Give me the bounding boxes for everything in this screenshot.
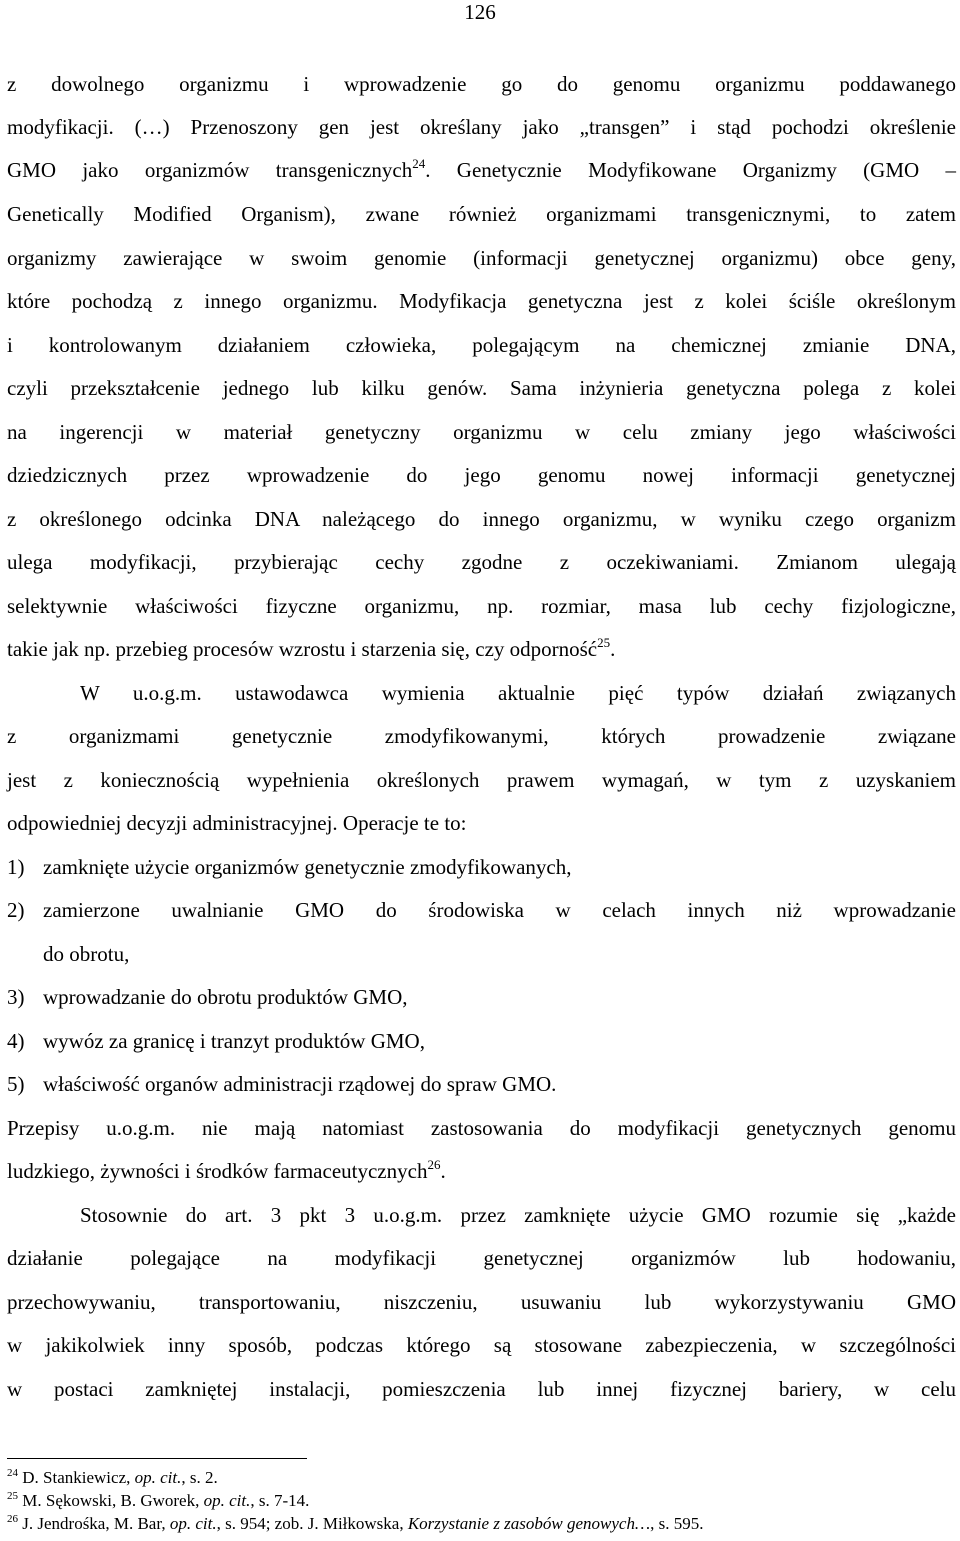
body-text-line: które pochodzą z innego organizmu. Modyfikacja genetyczna jest z kolei ściśle określonym bbox=[7, 289, 956, 313]
list-number: 5) bbox=[7, 1072, 25, 1096]
footnote-number: 25 bbox=[7, 1490, 18, 1502]
footnote-italic: op. cit. bbox=[134, 1468, 182, 1487]
footnote-number: 24 bbox=[7, 1467, 18, 1479]
page-number: 126 bbox=[464, 0, 496, 24]
list-text: właściwość organów administracji rządowej do spraw GMO. bbox=[43, 1072, 557, 1096]
list-item bbox=[7, 982, 956, 1012]
footnote-italic: op. cit. bbox=[203, 1491, 251, 1510]
list-item bbox=[7, 1026, 956, 1056]
list-text: zamknięte użycie organizmów genetycznie zmodyfikowanych, bbox=[43, 855, 572, 879]
body-text-line: dziedzicznych przez wprowadzenie do jego genomu nowej informacji genetycznej bbox=[7, 463, 956, 487]
body-text-line: Stosownie do art. 3 pkt 3 u.o.g.m. przez zamknięte użycie GMO rozumie się „każde bbox=[80, 1203, 956, 1227]
body-text-line: jest z koniecznością wypełnienia określonych prawem wymagań, w tym z uzyskaniem bbox=[7, 768, 956, 792]
body-text-line: organizmy zawierające w swoim genomie (informacji genetycznej organizmu) obce geny, bbox=[7, 246, 956, 270]
body-text-line: Przepisy u.o.g.m. nie mają natomiast zastosowania do modyfikacji genetycznych genomu bbox=[7, 1116, 956, 1140]
footnote-ref[interactable]: 24 bbox=[412, 156, 426, 171]
list-number: 2) bbox=[7, 898, 25, 922]
text-span: . bbox=[610, 637, 616, 661]
footnote-text: , s. 2. bbox=[181, 1468, 218, 1487]
list-number: 3) bbox=[7, 985, 25, 1009]
list-text: zamierzone uwalnianie GMO do środowiska w celach innych niż wprowadzanie bbox=[43, 898, 956, 922]
body-text-line: z określonego odcinka DNA należącego do innego organizmu, w wyniku czego organizm bbox=[7, 507, 956, 531]
footnote-text: , s. 954; zob. J. Miłkowska, bbox=[216, 1514, 408, 1533]
footnote-text: J. Jendrośka, M. Bar, bbox=[18, 1514, 170, 1533]
list-number: 1) bbox=[7, 855, 25, 879]
footnote-text: D. Stankiewicz, bbox=[18, 1468, 135, 1487]
text-span: . Genetycznie Modyfikowane Organizmy (GMO – bbox=[425, 158, 956, 182]
footnote-text: M. Sękowski, B. Gworek, bbox=[18, 1491, 204, 1510]
body-text-line: w jakikolwiek inny sposób, podczas którego są stosowane zabezpieczenia, w szczególności bbox=[7, 1333, 956, 1357]
body-text-line bbox=[7, 155, 956, 185]
footnote-text: , s. 595. bbox=[650, 1514, 704, 1533]
footnote-ref[interactable]: 25 bbox=[597, 635, 611, 650]
list-item bbox=[7, 1069, 956, 1099]
body-text-line: ulega modyfikacji, przybierając cechy zgodne z oczekiwaniami. Zmianom ulegają bbox=[7, 550, 956, 574]
footnote bbox=[7, 1513, 956, 1535]
body-text-line: odpowiedniej decyzji administracyjnej. Operacje te to: bbox=[7, 811, 467, 835]
footnote-text: , s. 7-14. bbox=[250, 1491, 310, 1510]
body-text-line: Genetically Modified Organism), zwane również organizmami transgenicznymi, to zatem bbox=[7, 202, 956, 226]
body-text-line: i kontrolowanym działaniem człowieka, polegającym na chemicznej zmianie DNA, bbox=[7, 333, 956, 357]
body-text-line: z organizmami genetycznie zmodyfikowanymi, których prowadzenie związane bbox=[7, 724, 956, 748]
footnote-italic: Korzystanie z zasobów genowych… bbox=[407, 1514, 651, 1533]
body-text-line: przechowywaniu, transportowaniu, niszczeniu, usuwaniu lub wykorzystywaniu GMO bbox=[7, 1290, 956, 1314]
body-text-line: modyfikacji. (…) Przenoszony gen jest określany jako „transgen” i stąd pochodzi określenie bbox=[7, 115, 956, 139]
text-span: . bbox=[440, 1159, 446, 1183]
body-text-line: selektywnie właściwości fizyczne organizmu, np. rozmiar, masa lub cechy fizjologiczne, bbox=[7, 594, 956, 618]
list-text: wprowadzanie do obrotu produktów GMO, bbox=[43, 985, 408, 1009]
list-item bbox=[7, 852, 956, 882]
footnote-number: 26 bbox=[7, 1513, 18, 1525]
body-text-line bbox=[7, 1156, 956, 1186]
footnote-ref[interactable]: 26 bbox=[427, 1157, 441, 1172]
list-text: wywóz za granicę i tranzyt produktów GMO, bbox=[43, 1029, 425, 1053]
body-text-line bbox=[7, 634, 956, 664]
list-item bbox=[7, 895, 956, 925]
footnote bbox=[7, 1490, 956, 1512]
text-span: takie jak np. przebieg procesów wzrostu i starzenia się, czy odporność bbox=[7, 637, 598, 661]
list-number: 4) bbox=[7, 1029, 25, 1053]
footnote bbox=[7, 1467, 956, 1489]
body-text-line: na ingerencji w materiał genetyczny organizmu w celu zmiany jego właściwości bbox=[7, 420, 956, 444]
footnote-separator bbox=[7, 1458, 307, 1459]
body-text-line: w postaci zamkniętej instalacji, pomieszczenia lub innej fizycznej bariery, w celu bbox=[7, 1377, 956, 1401]
body-text-line: czyli przekształcenie jednego lub kilku genów. Sama inżynieria genetyczna polega z kolei bbox=[7, 376, 956, 400]
body-text-line: z dowolnego organizmu i wprowadzenie go do genomu organizmu poddawanego bbox=[7, 72, 956, 96]
footnote-italic: op. cit. bbox=[169, 1514, 217, 1533]
list-item-continuation: do obrotu, bbox=[43, 942, 130, 966]
text-span: ludzkiego, żywności i środków farmaceutycznych bbox=[7, 1159, 428, 1183]
body-text-line: W u.o.g.m. ustawodawca wymienia aktualnie pięć typów działań związanych bbox=[80, 681, 956, 705]
body-text-line: działanie polegające na modyfikacji genetycznej organizmów lub hodowaniu, bbox=[7, 1246, 956, 1270]
text-span: GMO jako organizmów transgenicznych bbox=[7, 158, 413, 182]
